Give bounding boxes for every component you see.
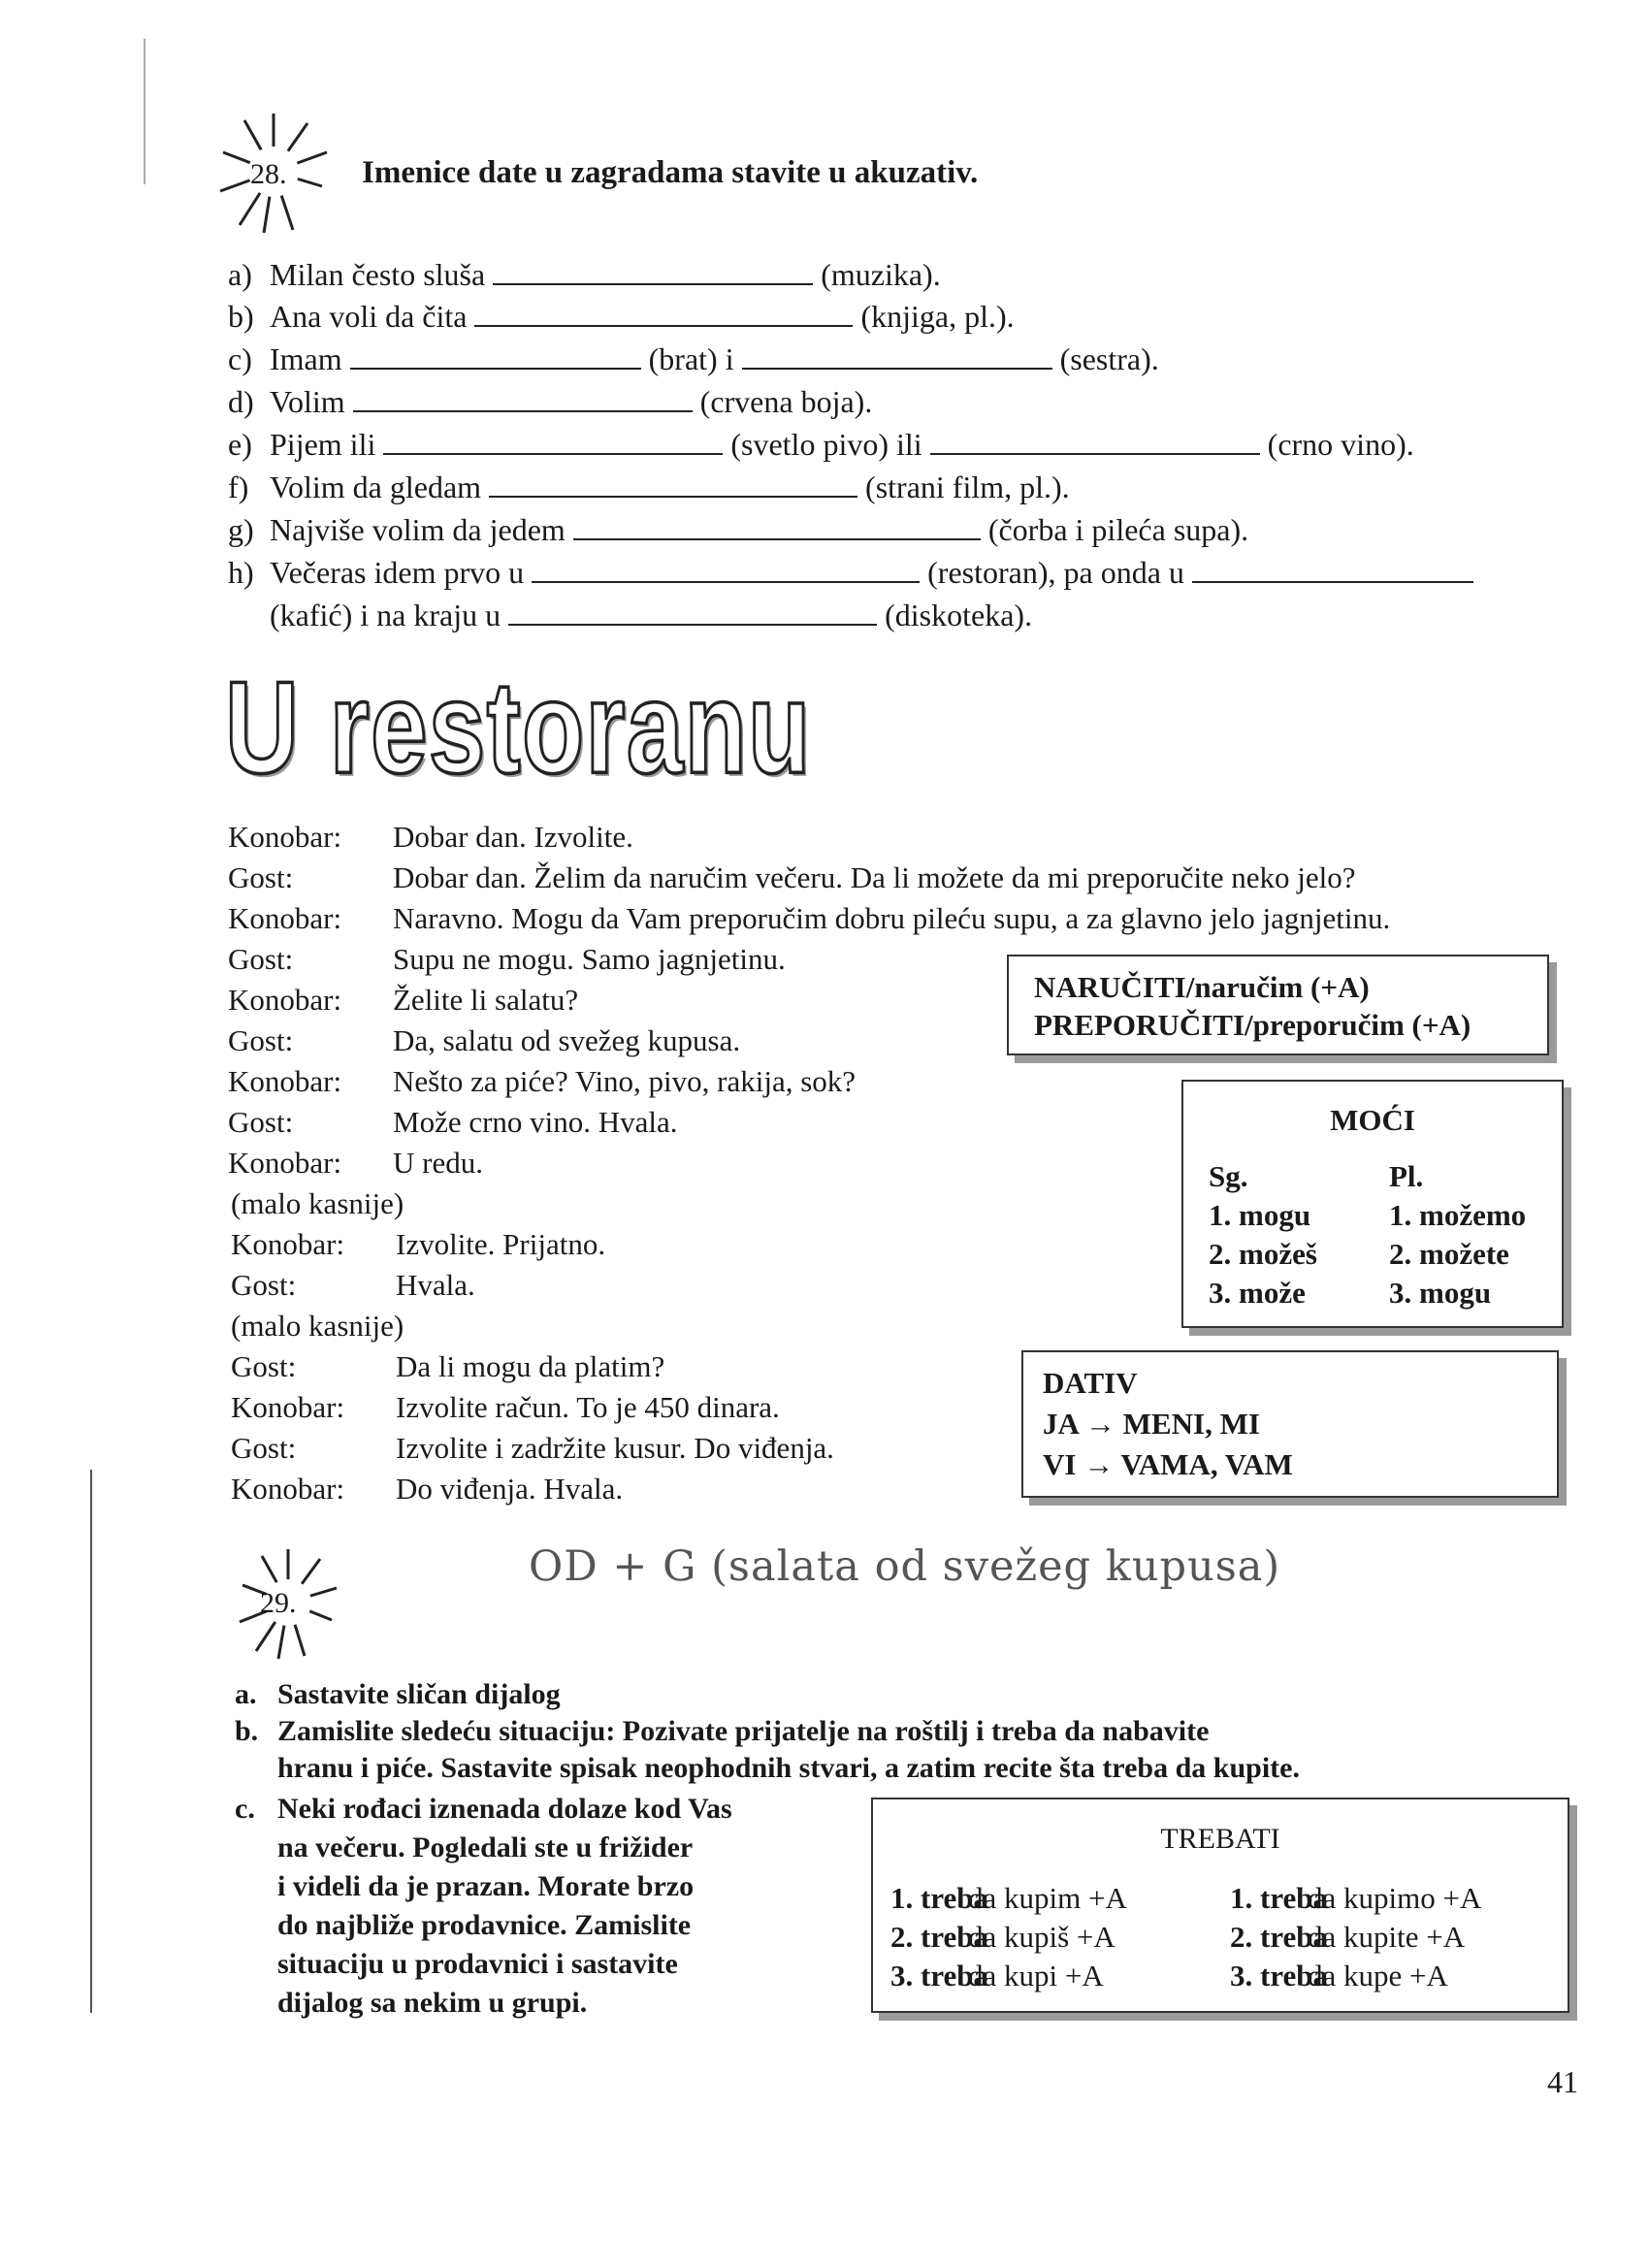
answer-blank[interactable] [353, 408, 693, 412]
dativ-title: DATIV [1043, 1366, 1138, 1400]
task-b-letter: b. [235, 1715, 259, 1747]
dialogue-text: Da li mogu da platim? [396, 1349, 665, 1383]
answer-blank[interactable] [489, 494, 857, 498]
task-b-text-1: Zamislite sledeću situaciju: Pozivate prijatelje na roštilj i treba da nabavite [277, 1715, 1210, 1747]
exercise-item [228, 384, 872, 420]
dialogue-line [228, 1064, 856, 1099]
dialogue-line [231, 1472, 623, 1507]
task-c-text-3: i videli da je prazan. Morate brzo [277, 1870, 695, 1902]
dialogue-text: Do viđenja. Hvala. [396, 1472, 624, 1506]
answer-blank[interactable] [742, 366, 1052, 370]
trebati-cell: da kupite +A [1308, 1920, 1466, 1954]
moci-box [1181, 1080, 1564, 1328]
answer-blank[interactable] [930, 451, 1260, 455]
item-text: (muzika). [821, 257, 941, 292]
dialogue-speaker: Konobar: [231, 1227, 345, 1261]
dialogue-line [228, 942, 786, 977]
dialogue-line [228, 1146, 483, 1181]
task-c-text-6: dijalog sa nekim u grupi. [277, 1987, 588, 2019]
dialogue-text: Izvolite. Prijatno. [396, 1227, 606, 1261]
item-letter: c) [228, 341, 252, 376]
item-letter: h) [228, 555, 254, 590]
dialogue-line [231, 1349, 664, 1384]
dialogue-line [228, 820, 633, 855]
exercise-item [228, 598, 1032, 633]
exercise-item [228, 512, 1248, 548]
answer-blank[interactable] [493, 281, 813, 285]
answer-blank[interactable] [573, 536, 981, 540]
grammar-subheading: OD + G (salata od svežeg kupusa) [529, 1542, 1281, 1591]
exercise-item [228, 555, 1481, 591]
dialogue-speaker: Gost: [228, 860, 294, 894]
item-text: (sestra). [1059, 341, 1159, 376]
task-c-text-5: situaciju u prodavnici i sastavite [277, 1948, 678, 1980]
dialogue-line [228, 860, 1355, 895]
scan-margin-line-top [144, 39, 146, 184]
item-letter: f) [228, 470, 249, 504]
moci-sg-3: 3. može [1209, 1276, 1306, 1310]
item-text: (knjiga, pl.). [860, 299, 1015, 334]
dialogue-line [231, 1390, 780, 1425]
item-text: Imam [270, 341, 342, 376]
moci-pl-label: Pl. [1389, 1159, 1424, 1193]
dialogue-speaker: Konobar: [228, 983, 342, 1017]
moci-sg-2: 2. možeš [1209, 1237, 1317, 1271]
item-letter: d) [228, 384, 254, 419]
trebati-cell: 1. treba [1230, 1881, 1329, 1915]
item-text: (svetlo pivo) ili [730, 427, 922, 462]
answer-blank[interactable] [508, 622, 877, 626]
scan-margin-line [90, 1470, 92, 2013]
dativ-box [1021, 1350, 1559, 1498]
trebati-cell: 2. treba [890, 1920, 989, 1954]
item-text: (restoran), pa onda u [927, 555, 1184, 590]
dialogue-text: Dobar dan. Izvolite. [393, 820, 633, 854]
trebati-cell: da kupim +A [968, 1881, 1127, 1915]
exercise-instruction: Imenice date u zagradama stavite u akuzativ. [362, 155, 979, 190]
dialogue-speaker: Gost: [228, 1023, 294, 1057]
answer-blank[interactable] [474, 323, 853, 327]
moci-pl-3: 3. mogu [1389, 1276, 1492, 1310]
dialogue-line [228, 901, 1390, 936]
dialogue-line [228, 1105, 678, 1140]
dialogue-speaker: Gost: [231, 1349, 297, 1383]
dialogue-line [231, 1309, 404, 1344]
task-c-text-1: Neki rođaci iznenada dolaze kod Vas [277, 1793, 732, 1825]
dialogue-speaker: Konobar: [231, 1390, 345, 1424]
item-text: Pijem ili [270, 427, 376, 462]
dialogue-text: U redu. [393, 1146, 483, 1180]
dialogue-text: Nešto za piće? Vino, pivo, rakija, sok? [393, 1064, 857, 1098]
dialogue-text: Može crno vino. Hvala. [393, 1105, 678, 1139]
moci-pl-1: 1. možemo [1389, 1198, 1527, 1232]
item-text: Milan često sluša [270, 257, 486, 292]
item-text: Najviše volim da jedem [270, 512, 566, 547]
moci-sg-1: 1. mogu [1209, 1198, 1311, 1232]
item-letter: g) [228, 512, 254, 547]
dialogue-text: Izvolite i zadržite kusur. Do viđenja. [396, 1431, 834, 1465]
trebati-cell: da kupimo +A [1308, 1881, 1482, 1915]
dialogue-speaker: Konobar: [228, 901, 342, 935]
item-text: Večeras idem prvo u [270, 555, 525, 590]
naruciti-box [1007, 955, 1549, 1055]
item-text: Volim da gledam [270, 470, 482, 504]
dativ-line-ja: JA → MENI, MI [1043, 1407, 1260, 1441]
trebati-cell: da kupiš +A [968, 1920, 1116, 1954]
trebati-box [871, 1798, 1569, 2013]
preporuciti-line: PREPORUČITI/preporučim (+A) [1034, 1008, 1471, 1042]
dialogue-speaker: Gost: [228, 1105, 294, 1139]
trebati-cell: da kupi +A [968, 1959, 1104, 1993]
trebati-title: TREBATI [1160, 1823, 1280, 1855]
item-text: Volim [270, 384, 345, 419]
naruciti-line: NARUČITI/naručim (+A) [1034, 970, 1370, 1004]
dialogue-line [231, 1186, 404, 1221]
exercise-item [228, 470, 1070, 505]
item-text: (čorba i pileća supa). [987, 512, 1249, 547]
moci-sg-label: Sg. [1209, 1159, 1248, 1193]
exercise-number: 28. [250, 158, 287, 190]
item-text: (kafić) i na kraju u [270, 598, 501, 632]
exercise-item [228, 341, 1159, 377]
exercise-item [228, 257, 941, 293]
trebati-cell: 1. treba [890, 1881, 989, 1915]
answer-blank[interactable] [383, 451, 723, 455]
item-text: (strani film, pl.). [865, 470, 1070, 504]
task-c-letter: c. [235, 1793, 255, 1825]
answer-blank[interactable] [532, 579, 920, 583]
answer-blank[interactable] [350, 366, 641, 370]
item-text: (diskoteka). [885, 598, 1033, 632]
dialogue-text: Izvolite račun. To je 450 dinara. [396, 1390, 780, 1424]
dialogue-line [228, 983, 578, 1018]
dialogue-speaker: Konobar: [231, 1472, 345, 1506]
item-text: (crno vino). [1267, 427, 1414, 462]
trebati-cell: da kupe +A [1308, 1959, 1448, 1993]
exercise-item [228, 427, 1414, 463]
item-text: Ana voli da čita [270, 299, 468, 334]
task-a-letter: a. [235, 1678, 257, 1710]
exercise-item [228, 299, 1015, 335]
dialogue-speaker: Konobar: [228, 1146, 342, 1180]
dialogue-line [231, 1268, 475, 1303]
page-number: 41 [1547, 2064, 1578, 2099]
dialogue-text: Supu ne mogu. Samo jagnjetinu. [393, 942, 786, 976]
dialogue-speaker: Konobar: [228, 1064, 342, 1098]
dialogue-speaker: Gost: [228, 942, 294, 976]
moci-pl-2: 2. možete [1389, 1237, 1509, 1271]
item-text: (brat) i [648, 341, 734, 376]
answer-blank[interactable] [1192, 579, 1473, 583]
moci-title: MOĆI [1330, 1103, 1415, 1137]
item-text: (crvena boja). [699, 384, 873, 419]
dialogue-line [231, 1227, 605, 1262]
dialogue-text: Dobar dan. Želim da naručim večeru. Da li možete da mi preporučite neko jelo? [393, 860, 1356, 894]
dialogue-text: Naravno. Mogu da Vam preporučim dobru pileću supu, a za glavno jelo jagnjetinu. [393, 901, 1391, 935]
dialogue-text: (malo kasnije) [231, 1309, 404, 1343]
dialogue-text: Hvala. [396, 1268, 475, 1302]
dialogue-text: Želite li salatu? [393, 983, 579, 1017]
dialogue-text: (malo kasnije) [231, 1186, 404, 1220]
dialogue-speaker: Konobar: [228, 820, 342, 854]
trebati-cell: 3. treba [1230, 1959, 1329, 1993]
exercise-number: 29. [260, 1587, 297, 1619]
dialogue-speaker: Gost: [231, 1431, 297, 1465]
task-c-text-2: na večeru. Pogledali ste u frižider [277, 1831, 694, 1863]
task-b-text-2: hranu i piće. Sastavite spisak neophodnih stvari, a zatim recite šta treba da kupite. [277, 1752, 1300, 1784]
dialogue-line [228, 1023, 740, 1058]
item-letter: b) [228, 299, 254, 334]
trebati-cell: 2. treba [1230, 1920, 1329, 1954]
task-c-text-4: do najbliže prodavnice. Zamislite [277, 1909, 692, 1941]
item-letter: a) [228, 257, 252, 292]
dialogue-line [231, 1431, 834, 1466]
item-letter: e) [228, 427, 252, 462]
dialogue-text: Da, salatu od svežeg kupusa. [393, 1023, 741, 1057]
trebati-cell: 3. treba [890, 1959, 989, 1993]
task-a-text: Sastavite sličan dijalog [277, 1678, 561, 1710]
section-title: U restoranu [225, 653, 812, 801]
dativ-line-vi: VI → VAMA, VAM [1043, 1447, 1293, 1481]
dialogue-speaker: Gost: [231, 1268, 297, 1302]
